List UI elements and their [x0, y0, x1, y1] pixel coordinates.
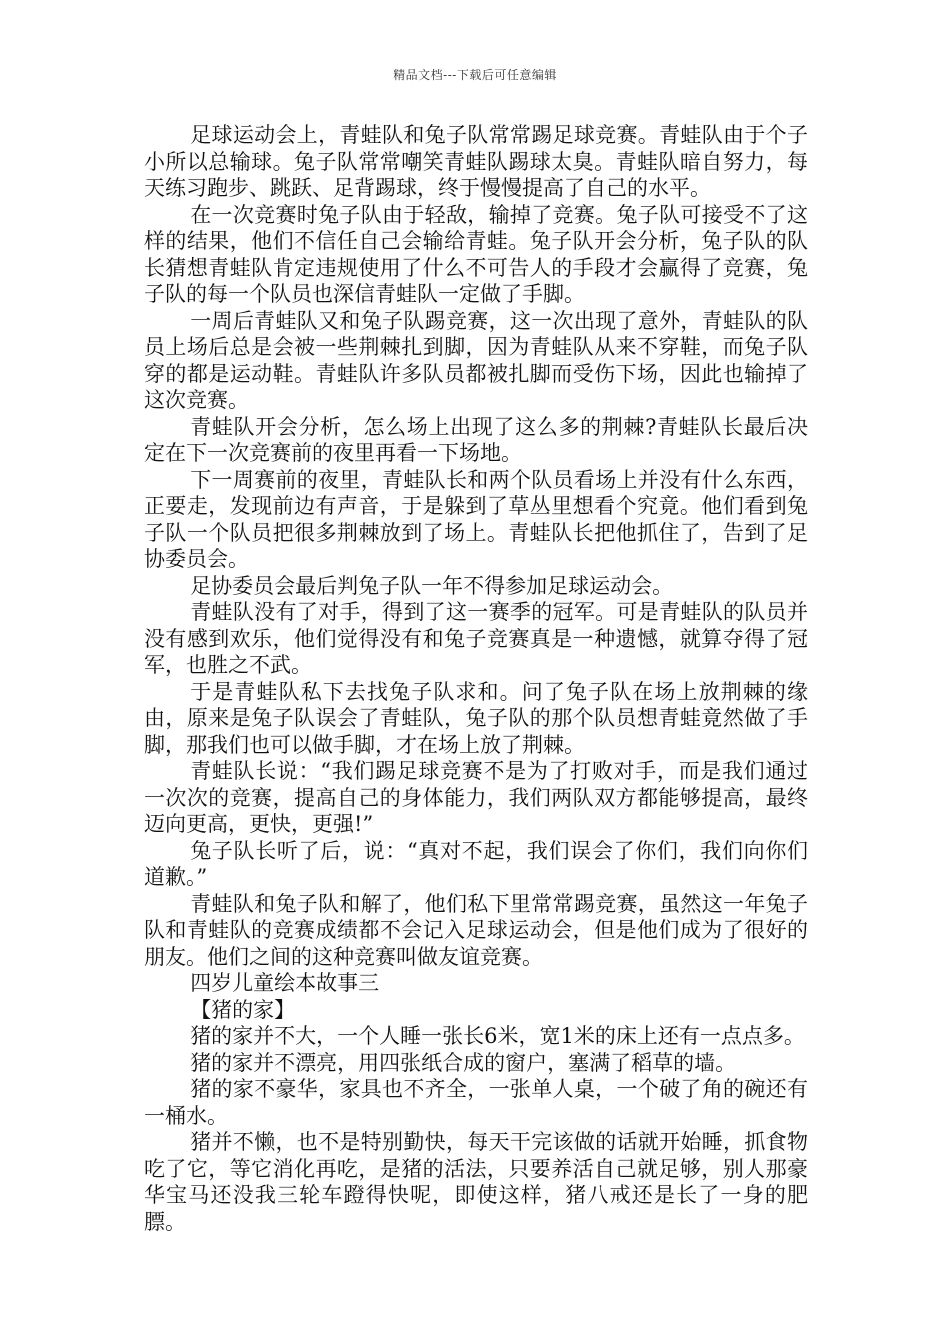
paragraph: 兔子队长听了后，说：“真对不起，我们误会了你们，我们向你们道歉。”: [144, 838, 808, 889]
paragraph: 下一周赛前的夜里，青蛙队长和两个队员看场上并没有什么东西，正要走，发现前边有声音，于是躲到了草丛里想看个究竟。他们看到兔子队一个队员把很多荆棘放到了场上。青蛙队长把他抓住了，告到了足协委员会。: [144, 467, 808, 571]
paragraph: 青蛙队和兔子队和解了，他们私下里常常踢竞赛，虽然这一年兔子队和青蛙队的竞赛成绩都不会记入足球运动会，但是他们成为了很好的朋友。他们之间的这种竞赛叫做友谊竞赛。: [144, 891, 808, 969]
paragraph: 在一次竞赛时兔子队由于轻敌，输掉了竞赛。兔子队可接受不了这样的结果，他们不信任自己会输给青蛙。兔子队开会分析，兔子队的队长猜想青蛙队肯定违规使用了什么不可告人的手段才会赢得了竞赛，兔子队的每一个队员也深信青蛙队一定做了手脚。: [144, 202, 808, 306]
document-body: [144, 122, 808, 1235]
story-title: 【猪的家】: [190, 997, 296, 1022]
paragraph: 青蛙队没有了对手，得到了这一赛季的冠军。可是青蛙队的队员并没有感到欢乐，他们觉得没有和兔子竞赛真是一种遗憾，就算夺得了冠军，也胜之不武。: [144, 600, 808, 677]
paragraph: 猪的家不豪华，家具也不齐全，一张单人桌，一个破了角的碗还有一桶水。: [144, 1077, 808, 1128]
paragraph: 足协委员会最后判兔子队一年不得参加足球运动会。: [190, 573, 674, 598]
paragraph: 足球运动会上，青蛙队和兔子队常常踢足球竞赛。青蛙队由于个子小所以总输球。兔子队常常嘲笑青蛙队踢球太臭。青蛙队暗自努力，每天练习跑步、跳跃、足背踢球，终于慢慢提高了自己的水平。: [144, 123, 808, 200]
paragraph: 猪的家并不大，一个人睡一张长6米，宽1米的床上还有一点点多。: [190, 1024, 805, 1048]
section-title: 四岁儿童绘本故事三: [190, 971, 380, 995]
paragraph: 一周后青蛙队又和兔子队踢竞赛，这一次出现了意外，青蛙队的队员上场后总是会被一些荆棘扎到脚，因为青蛙队从来不穿鞋，而兔子队穿的都是运动鞋。青蛙队许多队员都被扎脚而受伤下场，因此也输掉了这次竞赛。: [144, 308, 808, 412]
paragraph: 猪并不懒，也不是特别勤快，每天干完该做的话就开始睡，抓食物吃了它，等它消化再吃，是猪的活法，只要养活自己就足够，别人那豪华宝马还没我三轮车蹬得快呢，即使这样，猪八戒还是长了一身的肥膘。: [144, 1130, 808, 1234]
paragraph: 于是青蛙队私下去找兔子队求和。问了兔子队在场上放荆棘的缘由，原来是兔子队误会了青蛙队，兔子队的那个队员想青蛙竟然做了手脚，那我们也可以做手脚，才在场上放了荆棘。: [144, 679, 808, 757]
page-header: 精品文档---下载后可任意编辑: [393, 68, 557, 82]
paragraph: 青蛙队开会分析，怎么场上出现了这么多的荆棘?青蛙队长最后决定在下一次竞赛前的夜里再看一下场地。: [144, 414, 808, 465]
paragraph: 猪的家并不漂亮，用四张纸合成的窗户，塞满了稻草的墙。: [190, 1050, 737, 1075]
paragraph: 青蛙队长说：“我们踢足球竞赛不是为了打败对手，而是我们通过一次次的竞赛，提高自己的身体能力，我们两队双方都能够提高，最终迈向更高，更快，更强!”: [144, 759, 808, 836]
